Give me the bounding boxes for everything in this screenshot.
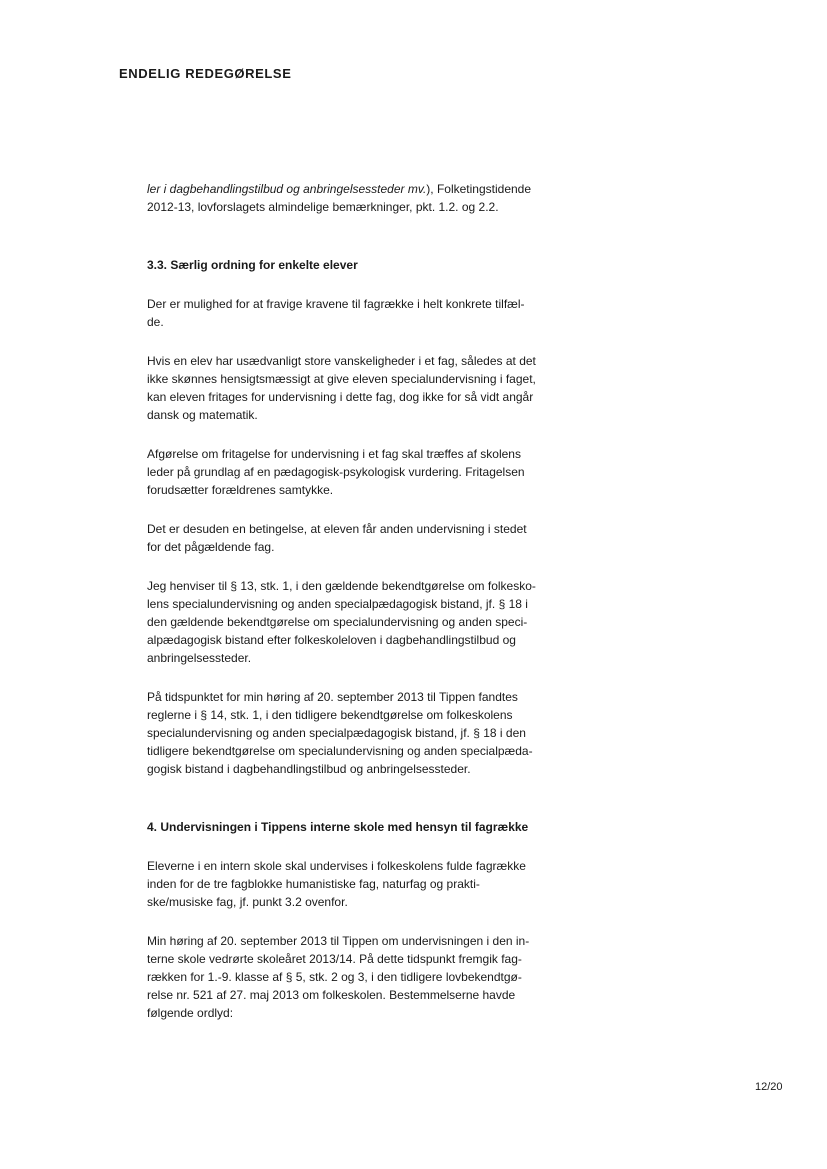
footnote-line-1 bbox=[147, 180, 591, 198]
section-3-3-paragraph-4: Det er desuden en betingelse, at eleven får anden undervisning i stedet for det pågældende fag. bbox=[147, 522, 527, 554]
section-3-3-paragraph-2: Hvis en elev har usædvanligt store vanskeligheder i et fag, således at det ikke skønnes hensigtsmæssigt at give eleven specialundervisning i faget, kan eleven fritages for undervisning i dette fag, dog ikke for så vidt angår dansk og matematik. bbox=[147, 354, 536, 422]
section-4-paragraph-2: Min høring af 20. september 2013 til Tippen om undervisningen i den in- terne skole vedrørte skoleåret 2013/14. På dette tidspunkt fremgik fag- rækken for 1.-9. klasse af § 5, stk. 2 og 3, i den tidligere lovbekendtgø- relse nr. 521 af 27. maj 2013 om folkeskolen. Bestemmelserne havde følgende ordlyd: bbox=[147, 934, 530, 1020]
section-3-3-paragraph-1: Der er mulighed for at fravige kravene til fagrække i helt konkrete tilfæl- de. bbox=[147, 297, 525, 329]
footnote-rest-text: ), Folketingstidende bbox=[426, 182, 532, 196]
section-3-3-paragraph-3: Afgørelse om fritagelse for undervisning i et fag skal træffes af skolens leder på grundlag af en pædagogisk-psykologisk vurdering. Fritagelsen forudsætter forældrenes samtykke. bbox=[147, 447, 525, 497]
section-3-3-paragraph-5: Jeg henviser til § 13, stk. 1, i den gældende bekendtgørelse om folkesko- lens specialundervisning og anden specialpædagogisk bistand, jf. § 18 i den gældende bekendtgørelse om specialundervisning og anden speci- alpædagogisk bistand efter folkeskoleloven i dagbehandlingstilbud og anbringelsessteder. bbox=[147, 579, 536, 665]
page-number: 12/20 bbox=[755, 1081, 783, 1093]
document-body bbox=[147, 180, 591, 1022]
section-3-3-heading: 3.3. Særlig ordning for enkelte elever bbox=[147, 258, 358, 272]
section-4-paragraph-1: Eleverne i en intern skole skal undervises i folkeskolens fulde fagrække inden for de tre fagblokke humanistiske fag, naturfag og prakti- ske/musiske fag, jf. punkt 3.2 ovenfor. bbox=[147, 859, 526, 909]
footnote-continuation bbox=[147, 180, 591, 216]
document-header-title: ENDELIG REDEGØRELSE bbox=[119, 66, 292, 81]
section-4-heading: 4. Undervisningen i Tippens interne skole med hensyn til fagrække bbox=[147, 820, 529, 834]
footnote-italic-text: ler i dagbehandlingstilbud og anbringelsessteder mv. bbox=[147, 182, 427, 196]
section-3-3-paragraph-6: På tidspunktet for min høring af 20. september 2013 til Tippen fandtes reglerne i § 14, stk. 1, i den tidligere bekendtgørelse om folkeskolens specialundervisning og anden specialpædagogisk bistand, jf. § 18 i den tidligere bekendtgørelse om specialundervisning og anden specialpæda- gogisk bistand i dagbehandlingstilbud og anbringelsessteder. bbox=[147, 690, 533, 776]
footnote-line-2: 2012-13, lovforslagets almindelige bemærkninger, pkt. 1.2. og 2.2. bbox=[147, 200, 499, 214]
